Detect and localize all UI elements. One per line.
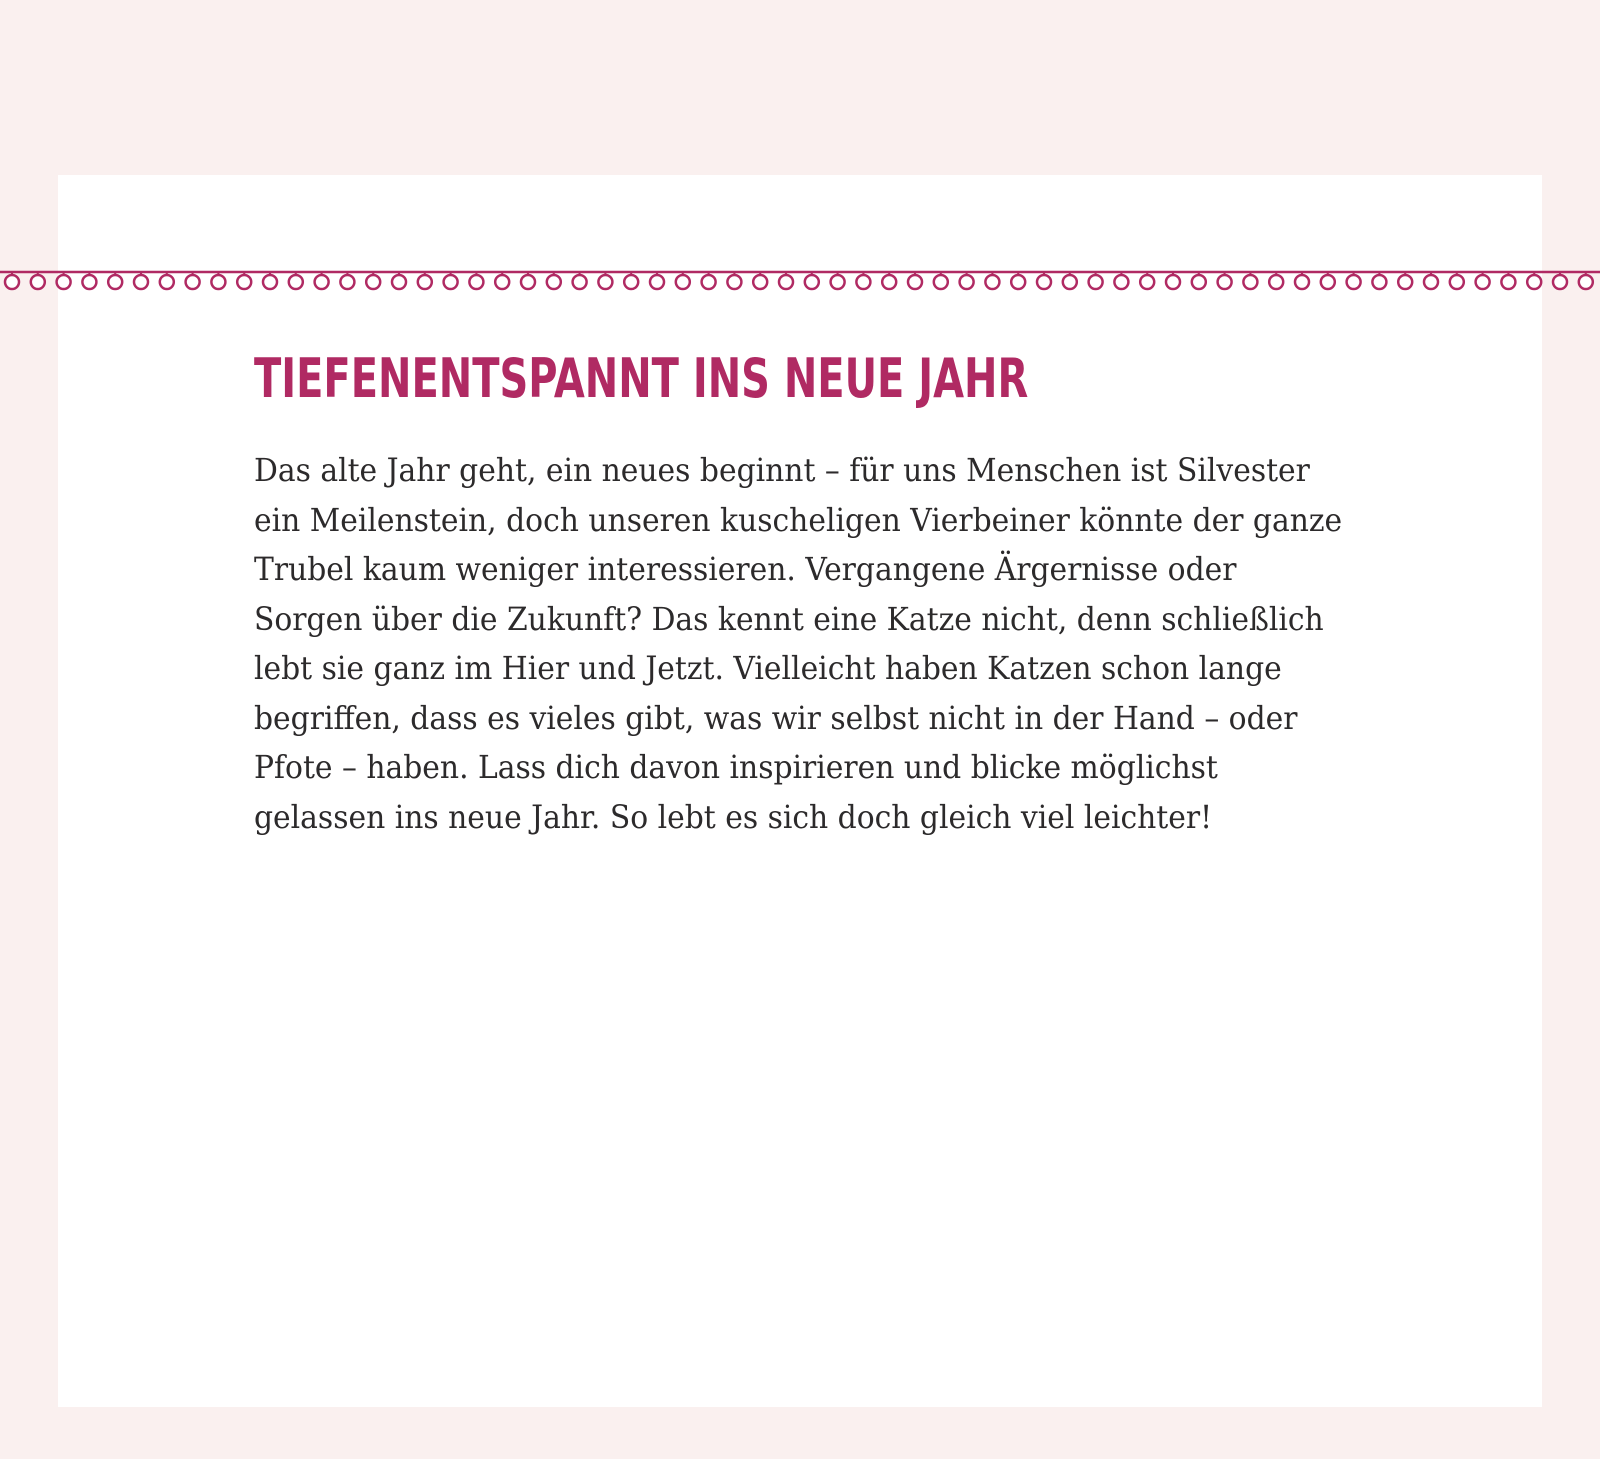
garland-bulb (908, 272, 922, 289)
garland-bulb (779, 272, 793, 289)
body-line: Pfote – haben. Lass dich davon inspirieren und blicke möglichst (254, 748, 1218, 786)
garland-bulb (1063, 272, 1077, 289)
body-line: ein Meilenstein, doch unseren kuscheligen Vierbeiner könnte der ganze (254, 500, 1343, 539)
garland-bulb (289, 272, 303, 289)
garland-bulb (547, 272, 561, 289)
light-bulb-garland-icon (0, 262, 1600, 298)
garland-bulb (624, 272, 638, 289)
garland-bulb (1579, 272, 1593, 289)
garland-bulb (960, 272, 974, 289)
garland-bulb (598, 272, 612, 289)
garland-bulb (650, 272, 664, 289)
garland-bulb (702, 272, 716, 289)
garland-bulb (1553, 272, 1567, 289)
garland-bulb (1166, 272, 1180, 289)
garland-bulb (1011, 272, 1025, 289)
garland-bulb (727, 272, 741, 289)
garland-bulb (1269, 272, 1283, 289)
garland-bulb (573, 272, 587, 289)
garland-bulb (1321, 272, 1335, 289)
garland-bulb (1192, 272, 1206, 289)
garland-bulb (495, 272, 509, 289)
garland-bulb (934, 272, 948, 289)
garland-bulb (392, 272, 406, 289)
garland-bulb (134, 272, 148, 289)
garland-bulb (211, 272, 225, 289)
garland-bulb (1114, 272, 1128, 289)
garland-bulb (1450, 272, 1464, 289)
garland-bulb (676, 272, 690, 289)
garland-bulb (1476, 272, 1490, 289)
garland-bulb (315, 272, 329, 289)
garland-bulb (237, 272, 251, 289)
garland-bulb (57, 272, 71, 289)
article-body (254, 446, 1374, 842)
garland-bulb (82, 272, 96, 289)
body-line: lebt sie ganz im Hier und Jetzt. Vielleicht haben Katzen schon lange (254, 649, 1282, 687)
garland-bulb (1347, 272, 1361, 289)
garland-bulb (882, 272, 896, 289)
garland-bulb (444, 272, 458, 289)
garland-bulb (1243, 272, 1257, 289)
garland-bulb (753, 272, 767, 289)
garland-bulb (1089, 272, 1103, 289)
garland-bulb (1218, 272, 1232, 289)
garland-bulb (985, 272, 999, 289)
garland-bulb (1527, 272, 1541, 289)
garland-bulb (1372, 272, 1386, 289)
garland-bulb (1037, 272, 1051, 289)
garland-bulb (108, 272, 122, 289)
garland-bulb (521, 272, 535, 289)
garland-bulb (186, 272, 200, 289)
garland-bulb (340, 272, 354, 289)
garland-bulb (418, 272, 432, 289)
garland-bulb (263, 272, 277, 289)
garland-bulb (831, 272, 845, 289)
body-line: begriffen, dass es vieles gibt, was wir selbst nicht in der Hand – oder (254, 698, 1298, 737)
garland-bulb (1424, 272, 1438, 289)
body-line: gelassen ins neue Jahr. So lebt es sich doch gleich viel leichter! (254, 797, 1213, 836)
garland-bulb (366, 272, 380, 289)
body-line: Sorgen über die Zukunft? Das kennt eine Katze nicht, denn schließlich (254, 599, 1324, 638)
garland-bulb (469, 272, 483, 289)
garland-bulb (805, 272, 819, 289)
body-line: Trubel kaum weniger interessieren. Vergangene Ärgernisse oder (254, 550, 1237, 588)
garland-bulb (5, 272, 19, 289)
body-line: Das alte Jahr geht, ein neues beginnt – für uns Menschen ist Silvester (254, 451, 1310, 489)
garland-bulb (1398, 272, 1412, 289)
garland-bulb (1140, 272, 1154, 289)
page-title: TIEFENENTSPANNT INS NEUE JAHR (254, 347, 1029, 410)
garland-bulb (160, 272, 174, 289)
garland-bulb (856, 272, 870, 289)
garland-bulb (31, 272, 45, 289)
garland-bulb (1501, 272, 1515, 289)
garland-bulb (1295, 272, 1309, 289)
